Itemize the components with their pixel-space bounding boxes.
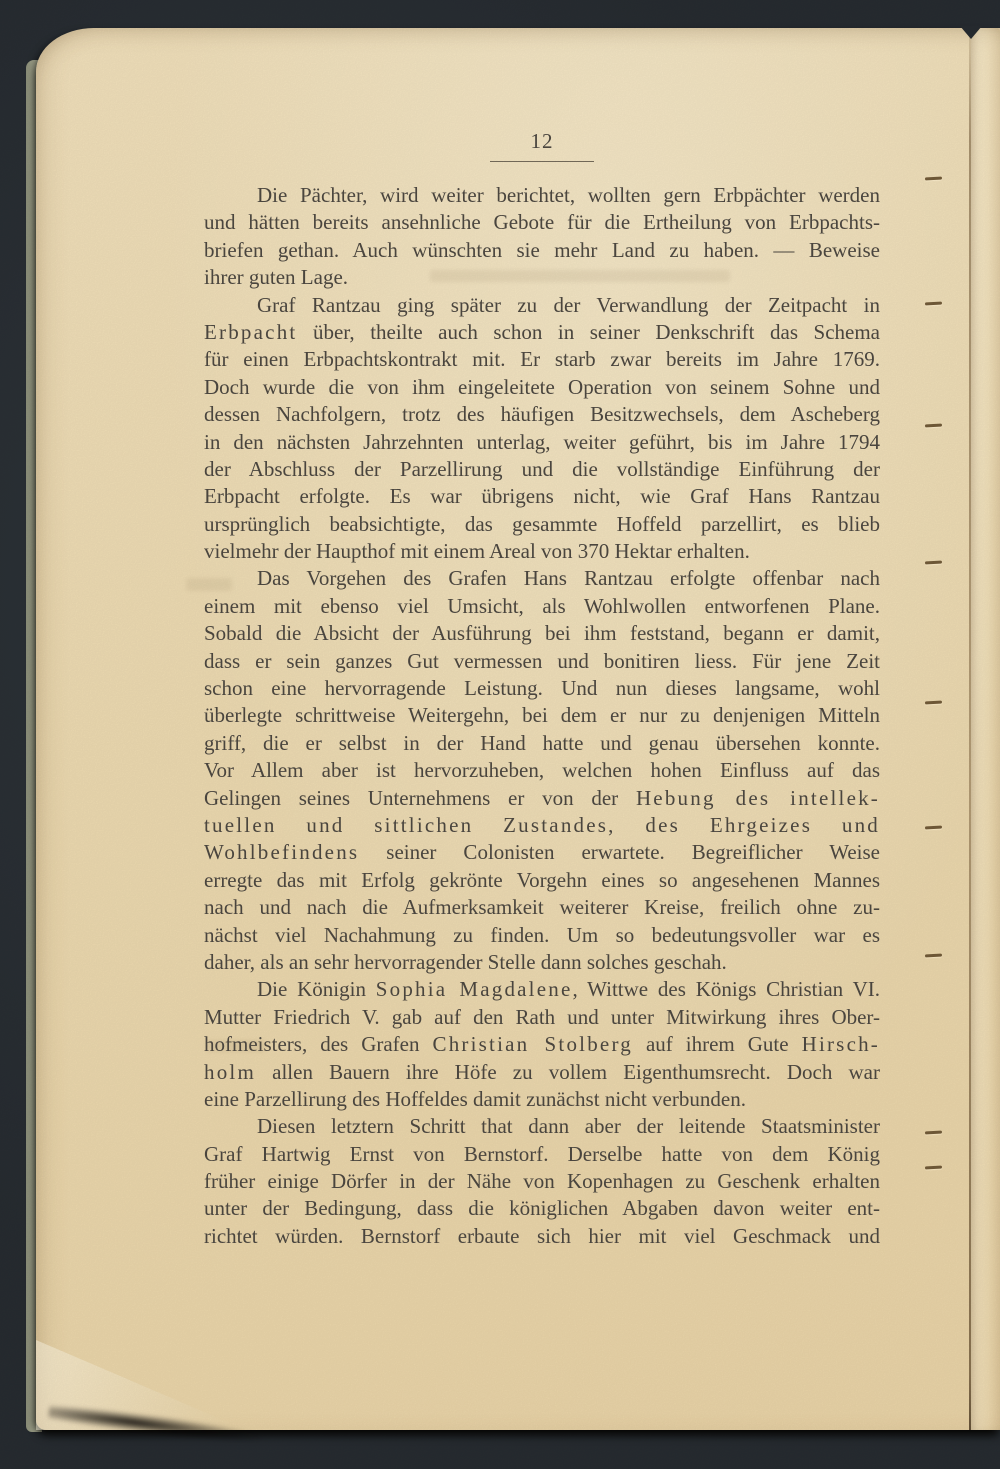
text-block (204, 182, 880, 1250)
page-content (204, 128, 880, 1250)
text-line: für einen Erbpachtskontrakt mit. Er starb zwar bereits im Jahre 1769. (204, 347, 880, 372)
paragraph (204, 292, 880, 566)
text-line: Mutter Friedrich V. gab auf den Rath und unter Mitwirkung ihres Ober- (204, 1004, 880, 1029)
text-line: ursprünglich beabsichtigte, das gesammte Hoffeld parzellirt, es blieb (204, 511, 880, 536)
text-line: erregte das mit Erfolg gekrönte Vorgehn eines so angesehenen Mannes (204, 867, 880, 892)
text-line: in den nächsten Jahrzehnten unterlag, weiter geführt, bis im Jahre 1794 (204, 429, 880, 454)
text-line: nächst viel Nachahmung zu finden. Um so bedeutungsvoller war es (204, 922, 880, 947)
text-line: einem mit ebenso viel Umsicht, als Wohlwollen entworfenen Plane. (204, 593, 880, 618)
text-line: daher, als an sehr hervorragender Stelle dann solches geschah. (204, 949, 727, 974)
text-line: Erbpacht über, theilte auch schon in seiner Denkschrift das Schema (204, 319, 880, 344)
text-line: dass er sein ganzes Gut vermessen und bonitiren liess. Für jene Zeit (204, 648, 880, 673)
text-line: schon eine hervorragende Leistung. Und nun dieses langsame, wohl (204, 676, 880, 701)
text-line: und hätten bereits ansehnliche Gebote für die Ertheilung von Erbpachts- (204, 210, 880, 235)
text-line: Die Königin Sophia Magdalene, Wittwe des Königs Christian VI. (257, 977, 880, 1002)
gutter-top-notch (960, 26, 982, 39)
text-line: Graf Rantzau ging später zu der Verwandlung der Zeitpacht in (257, 292, 880, 317)
text-line: hofmeisters, des Grafen Christian Stolberg auf ihrem Gute Hirsch- (204, 1032, 880, 1057)
text-line: eine Parzellirung des Hoffeldes damit zunächst nicht verbunden. (204, 1086, 746, 1111)
text-line: briefen gethan. Auch wünschten sie mehr Land zu haben. — Beweise (204, 237, 880, 262)
text-line: griff, die er selbst in der Hand hatte und genau übersehen konnte. (204, 730, 880, 755)
text-line: überlegte schrittweise Weitergehn, bei dem er nur zu denjenigen Mitteln (204, 703, 880, 728)
gutter-right-page (971, 28, 1000, 1430)
page-number: 12 (530, 129, 554, 153)
text-line: vielmehr der Haupthof mit einem Areal von 370 Hektar erhalten. (204, 539, 750, 564)
text-line: der Abschluss der Parzellirung und die vollständige Einführung der (204, 456, 880, 481)
text-line: Das Vorgehen des Grafen Hans Rantzau erfolgte offenbar nach (257, 566, 880, 591)
text-line: Wohlbefindens seiner Colonisten erwartete. Begreiflicher Weise (204, 840, 880, 865)
text-line: Diesen letztern Schritt that dann aber der leitende Staatsminister (257, 1114, 880, 1139)
gutter-fold-line (969, 28, 971, 1430)
text-line: nach und nach die Aufmerksamkeit weiterer Kreise, freilich ohne zu- (204, 895, 880, 920)
paragraph (204, 976, 880, 1113)
text-line: richtet würden. Bernstorf erbaute sich hier mit viel Geschmack und (204, 1223, 880, 1248)
text-line: Die Pächter, wird weiter berichtet, wollten gern Erbpächter werden (257, 183, 880, 207)
text-line: Graf Hartwig Ernst von Bernstorf. Derselbe hatte von dem König (204, 1141, 880, 1166)
text-line: Sobald die Absicht der Ausführung bei ihm feststand, begann er damit, (204, 621, 880, 646)
text-line: Doch wurde die von ihm eingeleitete Operation von seinem Sohne und (204, 374, 880, 399)
text-line: unter der Bedingung, dass die königlichen Abgaben davon weiter ent- (204, 1196, 880, 1221)
text-line: Gelingen seines Unternehmens er von der Hebung des intellek- (204, 785, 880, 810)
page-number-rule (490, 161, 594, 162)
text-line: früher einige Dörfer in der Nähe von Kopenhagen zu Geschenk erhalten (204, 1169, 880, 1194)
paragraph (204, 182, 880, 292)
paragraph (204, 565, 880, 976)
text-line: ihrer guten Lage. (204, 265, 349, 290)
text-line: holm allen Bauern ihre Höfe zu vollem Eigenthumsrecht. Doch war (204, 1059, 880, 1084)
text-line: dessen Nachfolgern, trotz des häufigen Besitzwechsels, dem Ascheberg (204, 402, 880, 427)
text-line: Vor Allem aber ist hervorzuheben, welchen hohen Einfluss auf das (204, 758, 880, 783)
text-line: Erbpacht erfolgte. Es war übrigens nicht, wie Graf Hans Rantzau (204, 484, 880, 509)
book-page (36, 28, 1000, 1430)
text-line: tuellen und sittlichen Zustandes, des Ehrgeizes und (204, 812, 880, 837)
paragraph (204, 1113, 880, 1250)
